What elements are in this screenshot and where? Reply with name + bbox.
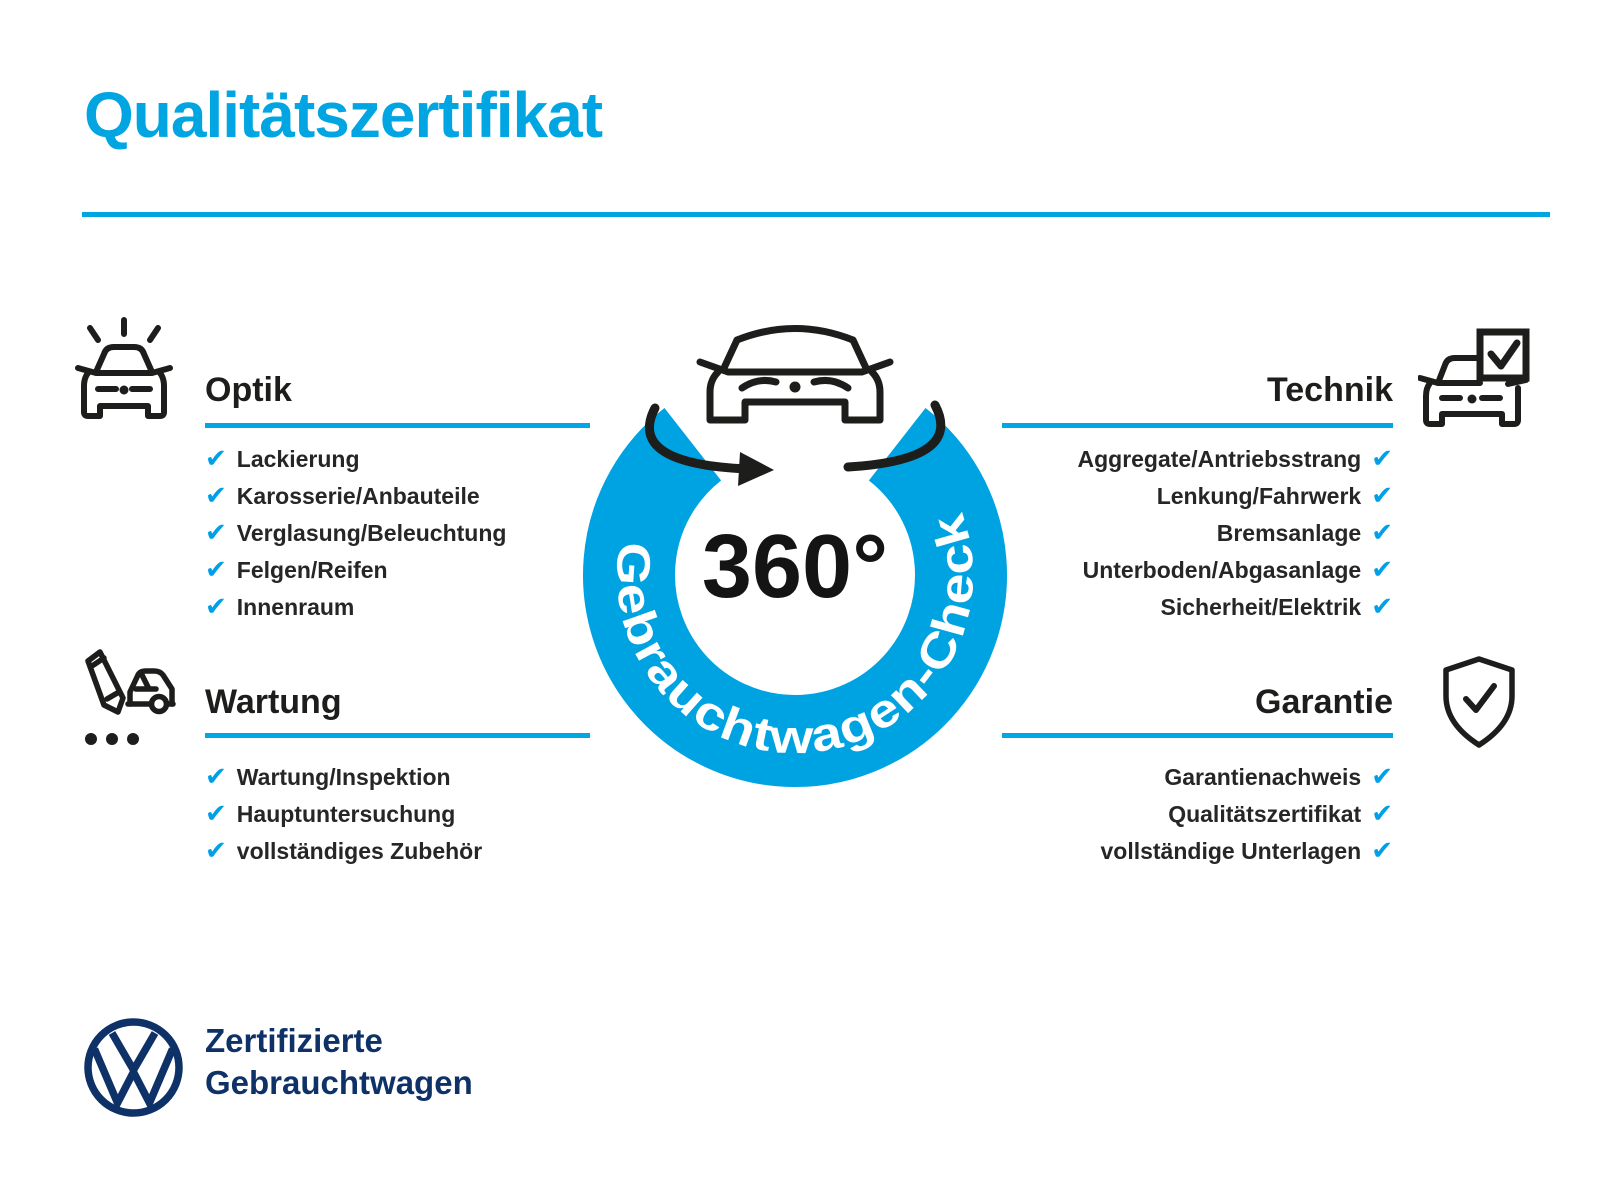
item-label: Unterboden/Abgasanlage <box>1082 557 1362 583</box>
checklist-item <box>1002 478 1393 515</box>
car-front-shine-icon <box>72 314 176 426</box>
checklist-item <box>1002 589 1393 626</box>
item-label: vollständige Unterlagen <box>1100 838 1362 864</box>
checklist-item <box>1002 833 1393 870</box>
check-icon: ✔ <box>205 798 227 829</box>
item-label: Wartung/Inspektion <box>236 764 451 790</box>
item-label: Hauptuntersuchung <box>236 801 456 827</box>
checklist-item <box>205 833 482 870</box>
section-title-technik: Technik <box>1267 371 1393 409</box>
section-divider-garantie <box>1002 733 1393 738</box>
item-label: vollständiges Zubehör <box>236 838 483 864</box>
check-icon: ✔ <box>205 480 227 511</box>
item-label: Qualitätszertifikat <box>1168 801 1362 827</box>
degree-360-label: 360° <box>701 517 889 617</box>
checklist-item <box>205 515 506 552</box>
item-label: Lackierung <box>236 446 360 472</box>
title-divider <box>82 212 1550 217</box>
item-label: Karosserie/Anbauteile <box>236 483 480 509</box>
checklist-item <box>1002 441 1393 478</box>
checklist-item <box>205 552 506 589</box>
ring-label: Gebrauchtwagen-Check <box>606 512 984 764</box>
brand-claim-line2: Gebrauchtwagen <box>205 1064 473 1101</box>
vw-logo <box>82 1016 185 1119</box>
pencil-checklist-car-icon <box>76 644 176 750</box>
check-icon: ✔ <box>1371 554 1393 585</box>
check-icon: ✔ <box>1371 761 1393 792</box>
item-label: Garantienachweis <box>1164 764 1362 790</box>
section-divider-wartung <box>205 733 590 738</box>
check-icon: ✔ <box>205 761 227 792</box>
section-divider-optik <box>205 423 590 428</box>
section-title-optik: Optik <box>205 371 292 409</box>
check-icon: ✔ <box>1371 517 1393 548</box>
section-title-garantie: Garantie <box>1255 683 1393 721</box>
car-rotation-icon <box>649 329 940 487</box>
section-divider-technik <box>1002 423 1393 428</box>
checklist-item <box>205 478 506 515</box>
check-icon: ✔ <box>205 835 227 866</box>
check-icon: ✔ <box>1371 443 1393 474</box>
check-icon: ✔ <box>1371 591 1393 622</box>
checklist-wartung <box>205 759 482 870</box>
check-icon: ✔ <box>1371 835 1393 866</box>
checklist-item <box>1002 515 1393 552</box>
checklist-optik <box>205 441 506 626</box>
check-icon: ✔ <box>205 591 227 622</box>
checklist-item <box>1002 552 1393 589</box>
item-label: Verglasung/Beleuchtung <box>236 520 507 546</box>
brand-claim <box>205 1020 473 1104</box>
car-checkbox-icon <box>1418 326 1530 438</box>
check-icon: ✔ <box>1371 798 1393 829</box>
item-label: Bremsanlage <box>1216 520 1362 546</box>
section-title-wartung: Wartung <box>205 683 342 721</box>
item-label: Lenkung/Fahrwerk <box>1156 483 1362 509</box>
checklist-item <box>1002 759 1393 796</box>
check-icon: ✔ <box>205 443 227 474</box>
checklist-item <box>205 796 482 833</box>
checklist-garantie <box>1002 759 1393 870</box>
item-label: Felgen/Reifen <box>236 557 388 583</box>
item-label: Innenraum <box>236 594 355 620</box>
checklist-item <box>205 759 482 796</box>
checklist-item <box>1002 796 1393 833</box>
page-title: Qualitätszertifikat <box>84 79 603 151</box>
shield-check-icon <box>1440 654 1518 750</box>
checklist-item <box>205 589 506 626</box>
item-label: Aggregate/Antriebsstrang <box>1077 446 1362 472</box>
check-icon: ✔ <box>205 554 227 585</box>
brand-claim-line1: Zertifizierte <box>205 1022 383 1059</box>
checklist-item <box>205 441 506 478</box>
checklist-technik <box>1002 441 1393 626</box>
item-label: Sicherheit/Elektrik <box>1160 594 1362 620</box>
check-icon: ✔ <box>205 517 227 548</box>
check-icon: ✔ <box>1371 480 1393 511</box>
